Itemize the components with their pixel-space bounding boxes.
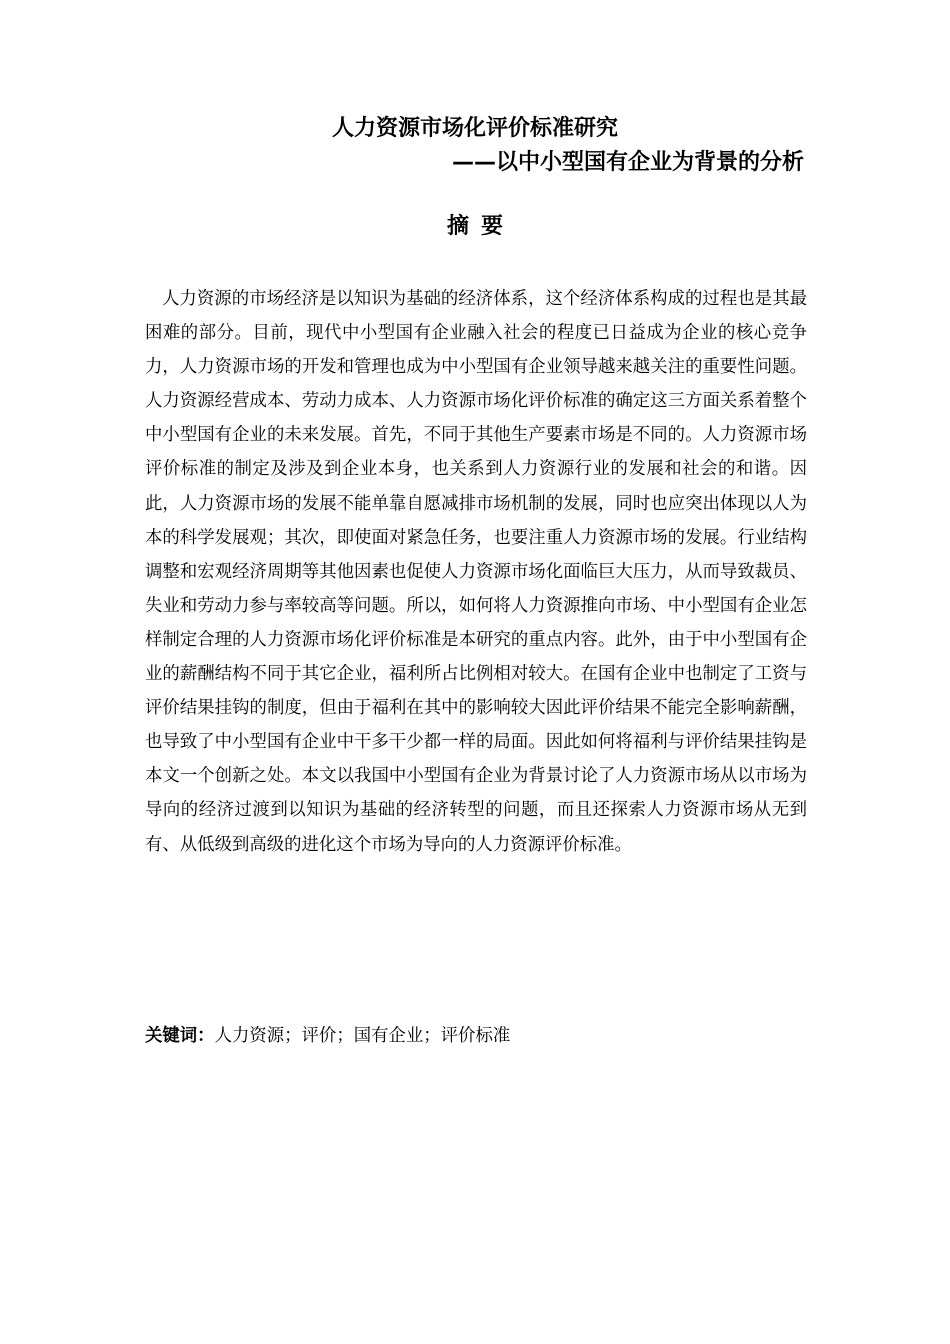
abstract-heading: 摘要	[446, 214, 515, 239]
abstract-body: 人力资源的市场经济是以知识为基础的经济体系，这个经济体系构成的过程也是其最困难的部分。目前，现代中小型国有企业融入社会的程度已日益成为企业的核心竞争力，人力资源市场的开发和管理也成为中小型国有企业领导越来越关注的重要性问题。人力资源经营成本、劳动力成本、人力资源市场化评价标准的确定这三方面关系着整个中小型国有企业的未来发展。首先，不同于其他生产要素市场是不同的。人力资源市场评价标准的制定及涉及到企业本身，也关系到人力资源行业的发展和社会的和谐。因此，人力资源市场的发展不能单靠自愿减排市场机制的发展，同时也应突出体现以人为本的科学发展观；其次，即使面对紧急任务，也要注重人力资源市场的发展。行业结构调整和宏观经济周期等其他因素也促使人力资源市场化面临巨大压力，从而导致裁员、失业和劳动力参与率较高等问题。所以，如何将人力资源推向市场、中小型国有企业怎样制定合理的人力资源市场化评价标准是本研究的重点内容。此外，由于中小型国有企业的薪酬结构不同于其它企业，福利所占比例相对较大。在国有企业中也制定了工资与评价结果挂钩的制度，但由于福利在其中的影响较大因此评价结果不能完全影响薪酬，也导致了中小型国有企业中干多干少都一样的局面。因此如何将福利与评价结果挂钩是本文一个创新之处。本文以我国中小型国有企业为背景讨论了人力资源市场从以市场为导向的经济过渡到以知识为基础的经济转型的问题，而且还探索人力资源市场从无到有、从低级到高级的进化这个市场为导向的人力资源评价标准。	[145, 289, 807, 855]
keywords-text: 人力资源；评价；国有企业；评价标准	[214, 1026, 511, 1046]
document-subtitle: ——以中小型国有企业为背景的分析	[451, 150, 804, 175]
keywords-label: 关键词：	[145, 1026, 215, 1046]
document-title: 人力资源市场化评价标准研究	[331, 116, 618, 141]
keywords-line	[145, 1024, 510, 1048]
